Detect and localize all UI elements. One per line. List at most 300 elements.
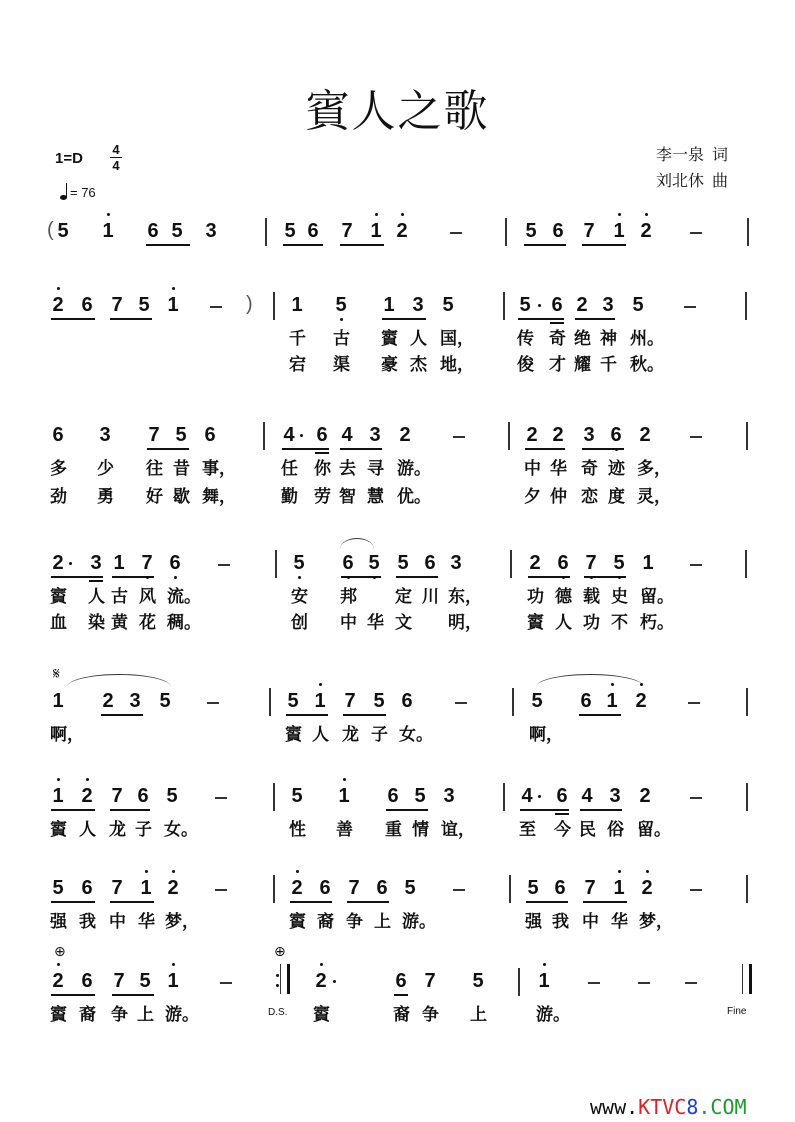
note: 4 (521, 785, 533, 807)
lyric-char: 劲 (50, 487, 67, 507)
beam-underline (528, 576, 570, 578)
note: 1 (291, 294, 303, 316)
beam-underline (579, 714, 621, 716)
note: 5 (334, 294, 348, 316)
note: 1 (52, 690, 64, 712)
note: 2 (102, 690, 114, 712)
lyric-char: 賨 (527, 613, 544, 633)
barline (265, 218, 267, 246)
lyric-char: 华 (367, 613, 384, 633)
note: 2 (552, 424, 564, 446)
note: 7 (584, 877, 596, 899)
lyric-char: 千 (600, 355, 617, 375)
note: 5 (171, 220, 183, 242)
lyric-char: 强 (50, 912, 67, 932)
lyric-char: 多， (637, 459, 671, 479)
lyric-char: 賨 (50, 1005, 67, 1025)
lyric-char: 你 (314, 459, 331, 479)
lyric-char: 明， (448, 613, 482, 633)
lyric-char: 神 (600, 329, 617, 349)
barline (508, 422, 510, 450)
extension-dash (453, 436, 465, 438)
extension-dash (218, 564, 230, 566)
song-title: 賓人之歌 (305, 86, 490, 137)
note: 6 (52, 424, 64, 446)
lyric-char: 中 (524, 459, 541, 479)
note: 6 (556, 552, 570, 574)
note: 5 (397, 552, 409, 574)
beam-underline (386, 809, 428, 811)
extension-dash (207, 702, 219, 704)
note: 4 (341, 424, 353, 446)
beam-underline (101, 714, 143, 716)
barline (746, 422, 748, 450)
note: 6 (556, 785, 568, 807)
note: 5 (531, 690, 543, 712)
lyric-char: 中 (582, 912, 599, 932)
time-signature (110, 143, 122, 172)
note: 5 (287, 690, 299, 712)
beam-underline (525, 448, 565, 450)
lyric-char: 优。 (397, 487, 431, 507)
note: 5 (442, 294, 454, 316)
lyric-char: 德 (555, 587, 572, 607)
lyric-char: 绝 (574, 329, 591, 349)
lyric-char: 功 (583, 613, 600, 633)
note: 1 (166, 294, 180, 316)
lyric-char: 賨 (285, 725, 302, 745)
segno-icon: 𝄋 (53, 664, 60, 683)
beam-underline (51, 318, 95, 320)
note: 1 (51, 785, 65, 807)
lyric-char: 邦 (340, 587, 357, 607)
lyric-char: 舞， (202, 487, 236, 507)
note: 7 (111, 294, 123, 316)
note: 3 (450, 552, 462, 574)
note: 5 (373, 690, 385, 712)
lyric-char: 往 (146, 459, 163, 479)
lyric-char: 人 (79, 820, 96, 840)
lyric-char: 啊， (529, 725, 563, 745)
note: 1 (612, 877, 626, 899)
note: 3 (129, 690, 141, 712)
lyric-char: 谊， (441, 820, 475, 840)
lyric-char: 州。 (630, 329, 664, 349)
note: 6 (424, 552, 436, 574)
note: 3 (412, 294, 424, 316)
note: 5 (52, 877, 64, 899)
lyric-char: 流。 (167, 587, 201, 607)
note: 5 (612, 552, 626, 574)
barline (273, 292, 275, 320)
lyric-char: 创 (291, 613, 308, 633)
lyric-char: 善 (336, 820, 353, 840)
note: 3 (205, 220, 217, 242)
lyric-char: 上 (470, 1005, 487, 1025)
lyric-char: 耀 (574, 355, 591, 375)
ds-marking: D.S. (268, 1007, 288, 1018)
lyric-char: 勇 (97, 487, 114, 507)
extension-dash (685, 982, 697, 984)
lyric-char: 事， (202, 459, 236, 479)
lyric-char: 昔 (173, 459, 190, 479)
note: 6 (387, 785, 399, 807)
note: 6 (551, 294, 563, 316)
fine-marking: Fine (727, 1006, 747, 1017)
beam-underline (112, 994, 154, 996)
note: 7 (583, 220, 595, 242)
extension-dash (210, 306, 222, 308)
slur (536, 674, 644, 687)
beam-underline (51, 809, 95, 811)
lyric-char: 人 (88, 587, 105, 607)
note: 1 (537, 970, 551, 992)
lyric-char: 游。 (165, 1005, 199, 1025)
beam-underline (340, 244, 384, 246)
lyric-char: 賨 (313, 1005, 330, 1025)
lyric-char: 杰 (410, 355, 427, 375)
beam-underline (341, 576, 381, 578)
lyric-char: 劳 (314, 487, 331, 507)
beam-underline (580, 809, 622, 811)
note: 1 (605, 690, 619, 712)
note: 6 (609, 424, 623, 446)
lyric-char: 性 (289, 820, 306, 840)
barline (505, 218, 507, 246)
barline (503, 783, 505, 811)
lyric-char: 秋。 (630, 355, 664, 375)
beam-underline (575, 318, 615, 320)
note: 3 (90, 552, 102, 574)
barline (269, 688, 271, 716)
note: 1 (369, 220, 383, 242)
note: 3 (369, 424, 381, 446)
note: 3 (583, 424, 595, 446)
note: 2 (529, 552, 541, 574)
lyric-char: 血 (50, 613, 67, 633)
time-signature-bottom: 4 (112, 158, 120, 173)
beam-underline (282, 448, 329, 450)
note: 6 (554, 877, 566, 899)
lyric-char: 奇 (549, 329, 566, 349)
extension-dash (450, 232, 462, 234)
note: 5 (519, 294, 531, 316)
lyric-char: 賨 (50, 587, 67, 607)
lyric-char: 朽。 (640, 613, 674, 633)
lyric-char: 安 (291, 587, 308, 607)
beam-underline (286, 714, 328, 716)
lyric-char: 古 (111, 587, 128, 607)
lyric-char: 才 (549, 355, 566, 375)
extension-dash (688, 702, 700, 704)
lyric-char: 东， (448, 587, 482, 607)
note: 5 (175, 424, 187, 446)
note: 2 (51, 294, 65, 316)
lyric-char: 俗 (607, 820, 624, 840)
note: 2 (290, 877, 304, 899)
note: 6 (137, 785, 149, 807)
barline (746, 875, 748, 903)
lyricist-credit: 李一泉 词 (656, 145, 729, 164)
lyric-char: 不 (611, 613, 628, 633)
note: 2 (399, 424, 411, 446)
lyric-char: 仲 (550, 487, 567, 507)
lyric-char: 染 (88, 613, 105, 633)
lyric-char: 任 (281, 459, 298, 479)
note: 5 (404, 877, 416, 899)
lyric-char: 华 (611, 912, 628, 932)
lyric-char: 子 (371, 725, 388, 745)
lyric-char: 裔 (317, 912, 334, 932)
note: 1 (642, 552, 654, 574)
lyric-char: 我 (79, 912, 96, 932)
beam-underline (283, 244, 323, 246)
barline (263, 422, 265, 450)
barline (745, 550, 747, 578)
note: 7 (111, 785, 123, 807)
lyric-char: 定 (395, 587, 412, 607)
lyric-char: 恋 (581, 487, 598, 507)
note: 5 (159, 690, 171, 712)
lyric-char: 女。 (399, 725, 433, 745)
note: 5 (139, 970, 151, 992)
lyric-char: 人 (410, 329, 427, 349)
note: 3 (609, 785, 621, 807)
lyric-char: 中 (340, 613, 357, 633)
lyric-char: 传 (517, 329, 534, 349)
note: 2 (51, 970, 65, 992)
extension-dash (690, 564, 702, 566)
lyric-char: 千 (289, 329, 306, 349)
lyric-char: 梦， (165, 912, 199, 932)
lyric-char: 花 (139, 613, 156, 633)
note: 2 (395, 220, 409, 242)
barline (503, 292, 505, 320)
lyric-char: 留。 (640, 587, 674, 607)
lyric-char: 夕 (524, 487, 541, 507)
note: 5 (291, 785, 303, 807)
lyric-char: 文 (395, 613, 412, 633)
lyric-char: 争 (422, 1005, 439, 1025)
note: 7 (424, 970, 436, 992)
lyric-char: 女。 (164, 820, 198, 840)
beam-underline (524, 244, 566, 246)
note: 1 (337, 785, 351, 807)
lyric-char: 龙 (342, 725, 359, 745)
beam-underline (396, 576, 438, 578)
note: 6 (81, 294, 93, 316)
note: 1 (101, 220, 115, 242)
composer-credit: 刘北休 曲 (656, 171, 729, 190)
extension-dash (453, 889, 465, 891)
barline (273, 875, 275, 903)
beam-underline (112, 576, 154, 578)
note: 3 (602, 294, 614, 316)
note: 7 (344, 690, 356, 712)
lyric-char: 裔 (79, 1005, 96, 1025)
lyric-char: 賨 (50, 820, 67, 840)
barline (745, 292, 747, 320)
note: 6 (81, 877, 93, 899)
note: 5 (367, 552, 381, 574)
note: 4 (283, 424, 295, 446)
lyric-char: 载 (583, 587, 600, 607)
lyric-char: 度 (608, 487, 625, 507)
beam-underline (51, 901, 95, 903)
note: 2 (166, 877, 180, 899)
beam-underline (110, 318, 152, 320)
lyric-char: 地， (440, 355, 474, 375)
beam-underline (290, 901, 332, 903)
note: 6 (319, 877, 331, 899)
extension-dash (215, 797, 227, 799)
lyric-char: 黄 (111, 613, 128, 633)
lyric-char: 裔 (393, 1005, 410, 1025)
extension-dash (690, 232, 702, 234)
slur (340, 538, 374, 549)
extension-dash (220, 982, 232, 984)
extension-dash (215, 889, 227, 891)
lyric-char: 川 (422, 587, 439, 607)
lyric-char: 子 (135, 820, 152, 840)
lyric-char: 游。 (397, 459, 431, 479)
barline (275, 550, 277, 578)
note: 1 (166, 970, 180, 992)
note: 5 (632, 294, 644, 316)
lyric-char: 人 (312, 725, 329, 745)
note: 5 (527, 877, 539, 899)
note: 1 (313, 690, 327, 712)
lyric-char: 寻 (367, 459, 384, 479)
lyric-char: 灵， (637, 487, 671, 507)
note: 7 (348, 877, 360, 899)
lyric-char: 豪 (381, 355, 398, 375)
extension-dash (690, 797, 702, 799)
lyric-char: 游。 (402, 912, 436, 932)
note: 4 (581, 785, 593, 807)
lyric-char: 至 (519, 820, 536, 840)
note: 6 (395, 970, 407, 992)
note: 2 (576, 294, 588, 316)
note: 7 (584, 552, 598, 574)
note: 3 (99, 424, 111, 446)
barline (273, 783, 275, 811)
note: 6 (204, 424, 216, 446)
lyric-char: 智 (339, 487, 356, 507)
lyric-char: 奇 (581, 459, 598, 479)
note: 5 (57, 220, 69, 242)
lyric-char: 中 (109, 912, 126, 932)
note: 1 (139, 877, 153, 899)
barline (747, 218, 749, 246)
tempo-value: = 76 (70, 185, 96, 200)
watermark: www.KTVC8.COM (590, 1095, 747, 1119)
note: 7 (341, 220, 353, 242)
note: 5 (525, 220, 537, 242)
credits (656, 142, 728, 194)
slur (67, 674, 171, 687)
note: 7 (140, 552, 154, 574)
lyric-char: 俊 (517, 355, 534, 375)
beam-underline (520, 809, 569, 811)
lyric-char: 情 (412, 820, 429, 840)
lyric-char: 上 (374, 912, 391, 932)
beam-underline (343, 714, 386, 716)
note: 2 (314, 970, 328, 992)
beam-underline (147, 448, 189, 450)
note: 6 (307, 220, 319, 242)
extension-dash (588, 982, 600, 984)
lyric-char: 啊， (50, 725, 84, 745)
note: 7 (113, 970, 125, 992)
beam-underline (518, 318, 564, 320)
lyric-char: 强 (525, 912, 542, 932)
note: 5 (472, 970, 484, 992)
lyric-char: 歇 (173, 487, 190, 507)
quarter-note-icon (60, 195, 67, 200)
lyric-char: 迹 (608, 459, 625, 479)
lyric-char: 宕 (289, 355, 306, 375)
lyric-char: 好 (146, 487, 163, 507)
lyric-char: 今 (554, 820, 571, 840)
beam-underline (583, 901, 627, 903)
note: 1 (612, 220, 626, 242)
note: 1 (113, 552, 125, 574)
coda-icon-2: ⊕ (274, 944, 286, 960)
note: 6 (376, 877, 388, 899)
beam-underline (340, 448, 382, 450)
beam-underline (347, 901, 389, 903)
barline (746, 688, 748, 716)
note: 6 (401, 690, 413, 712)
tempo-marking (60, 185, 96, 200)
lyric-char: 华 (138, 912, 155, 932)
note: 2 (634, 690, 648, 712)
note: 1 (383, 294, 395, 316)
key-signature: 1=D (55, 150, 83, 167)
beam-underline (146, 244, 190, 246)
note: 5 (284, 220, 296, 242)
lyric-char: 梦， (639, 912, 673, 932)
lyric-char: 风 (139, 587, 156, 607)
beam-underline (51, 576, 103, 578)
lyric-char: 渠 (333, 355, 350, 375)
beam-underline (582, 448, 624, 450)
lyric-char: 賨 (381, 329, 398, 349)
beam-underline (526, 901, 568, 903)
lyric-char: 史 (611, 587, 628, 607)
barline (518, 968, 520, 996)
lyric-char: 争 (111, 1005, 128, 1025)
lyric-char: 国， (440, 329, 474, 349)
repeat-barline (280, 964, 290, 994)
lyric-char: 龙 (109, 820, 126, 840)
note: 5 (138, 294, 150, 316)
coda-icon: ⊕ (54, 944, 66, 960)
beam-underline (110, 809, 150, 811)
extension-dash (638, 982, 650, 984)
lyric-char: 賨 (289, 912, 306, 932)
lyric-char: 古 (333, 329, 350, 349)
note: 6 (552, 220, 564, 242)
lyric-char: 我 (552, 912, 569, 932)
beam-underline (584, 576, 626, 578)
time-signature-top: 4 (112, 142, 120, 157)
lyric-char: 多 (50, 459, 67, 479)
note: 6 (168, 552, 182, 574)
note: 2 (639, 785, 651, 807)
lyric-char: 去 (339, 459, 356, 479)
